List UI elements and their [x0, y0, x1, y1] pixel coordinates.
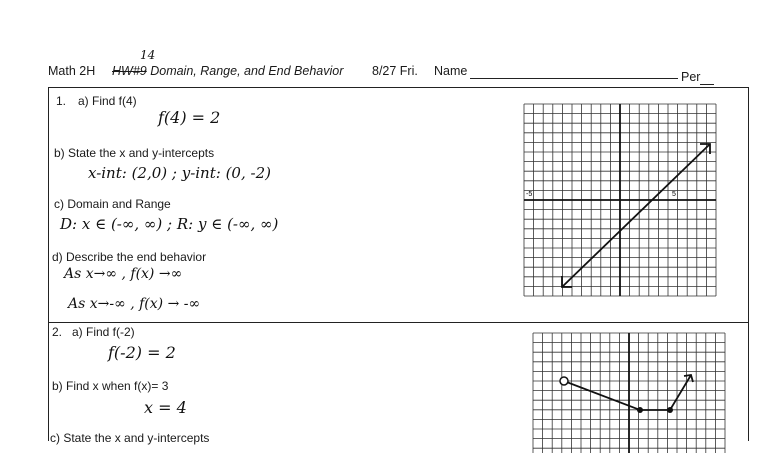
p2-number: 2. — [52, 325, 63, 339]
p1d-answer-1: As x→∞ , f(x) →∞ — [64, 266, 183, 282]
p1-graph — [524, 104, 724, 304]
p1-tick-left: -5 — [526, 191, 533, 198]
p1c-answer: D: x ∈ (-∞, ∞) ; R: y ∈ (-∞, ∞) — [60, 215, 279, 233]
per-label: Per — [681, 70, 701, 84]
p2-open-endpoint — [560, 377, 568, 385]
p1-number: 1. — [56, 94, 67, 108]
course-label: Math 2H — [48, 64, 96, 78]
p2b-answer: x = 4 — [144, 398, 187, 417]
p2-closed-point-2 — [667, 407, 673, 413]
p2-graph — [533, 333, 733, 453]
frame-left — [48, 87, 49, 441]
p1a-answer: f(4) = 2 — [158, 108, 221, 127]
hw-correction: 14 — [140, 48, 156, 62]
p1a-prompt: a) Find f(4) — [78, 94, 137, 108]
p1b-answer: x-int: (2,0) ; y-int: (0, -2) — [88, 164, 271, 182]
frame-divider — [48, 322, 748, 323]
p1d-prompt: d) Describe the end behavior — [52, 250, 207, 264]
p1d-answer-2: As x→-∞ , f(x) → -∞ — [68, 296, 201, 312]
p2c-prompt: c) State the x and y-intercepts — [50, 431, 210, 445]
p2-function-path — [564, 375, 691, 410]
p1c-prompt: c) Domain and Range — [54, 197, 171, 211]
p2a-answer: f(-2) = 2 — [108, 343, 176, 362]
p2b-prompt: b) Find x when f(x)= 3 — [52, 379, 169, 393]
hw-number: HW#9 — [112, 64, 147, 78]
name-label: Name — [434, 64, 468, 78]
p1b-prompt: b) State the x and y-intercepts — [54, 146, 215, 160]
p1-function-line — [562, 144, 710, 287]
p1-tick-right: 5 — [672, 191, 676, 198]
date-label: 8/27 Fri. — [372, 64, 418, 78]
name-underline — [470, 78, 678, 79]
per-underline — [700, 84, 714, 85]
hw-title: Domain, Range, and End Behavior — [150, 64, 344, 78]
frame-right — [748, 87, 749, 441]
hw-label — [112, 64, 343, 78]
frame-top — [48, 87, 748, 88]
p2a-prompt: a) Find f(-2) — [72, 325, 135, 339]
p2-closed-point-1 — [637, 407, 643, 413]
